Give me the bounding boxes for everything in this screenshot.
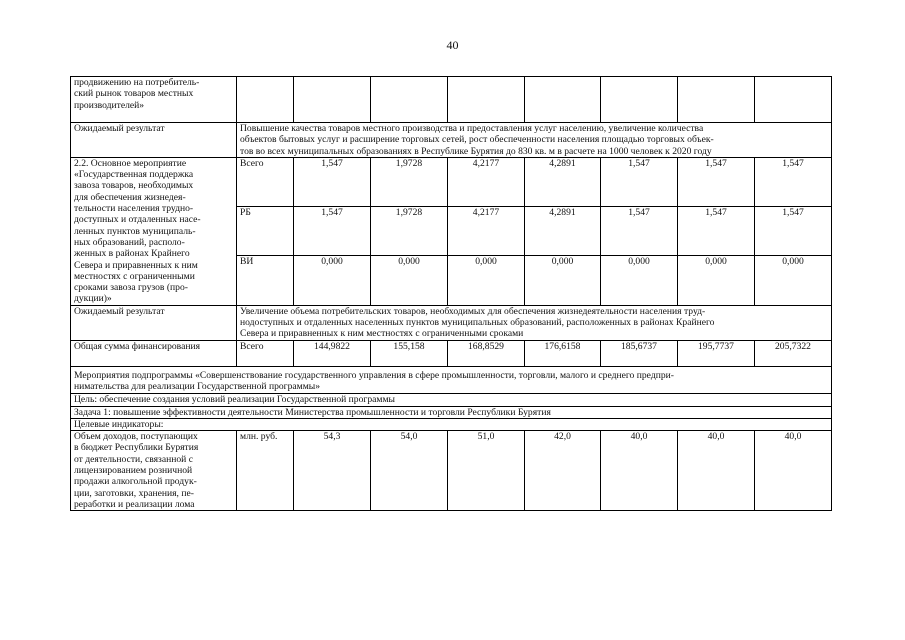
expected-result-label: Ожидаемый результат (71, 305, 237, 340)
empty-cell (755, 77, 832, 123)
value-cell: 1,547 (601, 157, 678, 206)
value-cell: 40,0 (755, 431, 832, 511)
text-line: Севера и приравненных к ним местностях с ограниченными сроками (240, 328, 524, 340)
subprogram-header-row (71, 366, 832, 394)
text-line: местностях с ограниченными (74, 270, 195, 282)
page-number: 40 (446, 38, 459, 52)
value-cell: 4,2891 (525, 157, 601, 206)
value-cell: 54,3 (294, 431, 371, 511)
empty-cell (294, 77, 371, 123)
text-line: объектов бытовых услуг и расширение торговых сетей, рост обеспеченности населения площадью торговых объек- (240, 134, 714, 146)
text-line: ных образований, располо- (74, 236, 185, 248)
value-cell: 1,547 (678, 157, 755, 206)
text-line: завоза товаров, необходимых (74, 180, 194, 192)
text-line: Повышение качества товаров местного производства и предоставления услуг населению, увеличение количества (240, 123, 704, 134)
text-line: нимательства для реализации Государственной программы» (74, 380, 321, 392)
empty-cell (601, 77, 678, 123)
text-line: тельности населения трудно- (74, 203, 194, 215)
text-line: лицензированием розничной (74, 465, 193, 477)
expected-result-row (71, 305, 832, 340)
value-cell: 1,547 (294, 157, 371, 206)
task-text: Задача 1: повышение эффективности деятельности Министерства промышленности и торговли Республики Бурятия (71, 406, 832, 418)
source-cell: РБ (237, 207, 294, 256)
empty-cell (678, 77, 755, 123)
text-line: Объем доходов, поступающих (74, 431, 198, 443)
value-cell: 176,6158 (525, 340, 601, 366)
text-line: ленных пунктов муниципаль- (74, 225, 196, 237)
text-line: реработки и реализации лома (74, 498, 195, 510)
text-line: Увеличение объема потребительских товаров, необходимых для обеспечения жизнедеятельности населения труд- (240, 305, 706, 317)
text-line: продвижению на потребитель- (74, 77, 200, 88)
empty-cell (237, 77, 294, 123)
text-line: доступных и отдаленных насе- (74, 214, 201, 226)
expected-result-text (237, 305, 832, 340)
text-line: Мероприятия подпрограммы «Совершенствование государственного управления в сфере промышленности, торговли, малого и среднего предпри- (74, 369, 674, 381)
empty-cell (371, 77, 448, 123)
total-financing-row (71, 340, 832, 366)
indicator-row (71, 431, 832, 511)
value-cell: 1,547 (755, 157, 832, 206)
value-cell: 155,158 (371, 340, 448, 366)
text-line: от деятельности, связанной с (74, 453, 193, 465)
expected-result-label: Ожидаемый результат (71, 123, 237, 158)
text-line: Севера и приравненных к ним (74, 259, 198, 271)
text-line: «Государственная поддержка (74, 169, 194, 181)
text-line: ский рынок товаров местных (74, 88, 194, 100)
value-cell: 144,9822 (294, 340, 371, 366)
value-cell: 0,000 (371, 256, 448, 305)
total-financing-label: Общая сумма финансирования (71, 340, 237, 366)
table-row-top-continuation (71, 77, 832, 123)
text-line: ции, заготовки, хранения, пе- (74, 487, 194, 499)
indicators-label-row (71, 418, 832, 430)
financing-table (70, 76, 832, 511)
text-line: 2.2. Основное мероприятие (74, 157, 187, 169)
value-cell: 42,0 (525, 431, 601, 511)
value-cell: 0,000 (755, 256, 832, 305)
target-indicators-label: Целевые индикаторы: (71, 418, 832, 430)
source-cell: Всего (237, 157, 294, 206)
indicator-name (71, 431, 237, 511)
unit-cell: млн. руб. (237, 431, 294, 511)
empty-cell (525, 77, 601, 123)
value-cell: 0,000 (448, 256, 525, 305)
value-cell: 0,000 (525, 256, 601, 305)
goal-row (71, 394, 832, 406)
value-cell: 0,000 (678, 256, 755, 305)
text-line: женных в районах Крайнего (74, 248, 190, 260)
value-cell: 1,547 (294, 207, 371, 256)
measure-name-cell (71, 77, 237, 123)
value-cell: 4,2177 (448, 157, 525, 206)
expected-result-row (71, 123, 832, 158)
value-cell: 168,8529 (448, 340, 525, 366)
source-cell: ВИ (237, 256, 294, 305)
value-cell: 1,547 (678, 207, 755, 256)
text-line: сроками завоза грузов (про- (74, 282, 188, 294)
expected-result-text (237, 123, 832, 158)
value-cell: 185,6737 (601, 340, 678, 366)
text-line: в бюджет Республики Бурятия (74, 442, 199, 454)
source-cell: Всего (237, 340, 294, 366)
text-line: дукции)» (74, 293, 112, 305)
value-cell: 1,547 (755, 207, 832, 256)
text-line: тов во всех муниципальных образованиях в Республике Бурятия до 830 кв. м в расчете на 1000 человек к 2020 году (240, 145, 712, 157)
value-cell: 1,9728 (371, 207, 448, 256)
value-cell: 40,0 (601, 431, 678, 511)
value-cell: 1,547 (601, 207, 678, 256)
text-line: для обеспечения жизнедея- (74, 191, 186, 203)
text-line: нодоступных и отдаленных населенных пунктов муниципальных образований, расположенных в районах Крайнего (240, 317, 715, 329)
value-cell: 40,0 (678, 431, 755, 511)
value-cell: 51,0 (448, 431, 525, 511)
subprogram-header (71, 366, 832, 394)
value-cell: 4,2177 (448, 207, 525, 256)
goal-text: Цель: обеспечение создания условий реализации Государственной программы (71, 394, 832, 406)
value-cell: 0,000 (294, 256, 371, 305)
measure-name-cell (71, 157, 237, 305)
task-row (71, 406, 832, 418)
value-cell: 4,2891 (525, 207, 601, 256)
empty-cell (448, 77, 525, 123)
value-cell: 195,7737 (678, 340, 755, 366)
value-cell: 205,7322 (755, 340, 832, 366)
value-cell: 0,000 (601, 256, 678, 305)
text-line: производителей» (74, 99, 145, 111)
text-line: продажи алкогольной продук- (74, 476, 197, 488)
value-cell: 1,9728 (371, 157, 448, 206)
value-cell: 54,0 (371, 431, 448, 511)
table-row-total (71, 157, 832, 206)
